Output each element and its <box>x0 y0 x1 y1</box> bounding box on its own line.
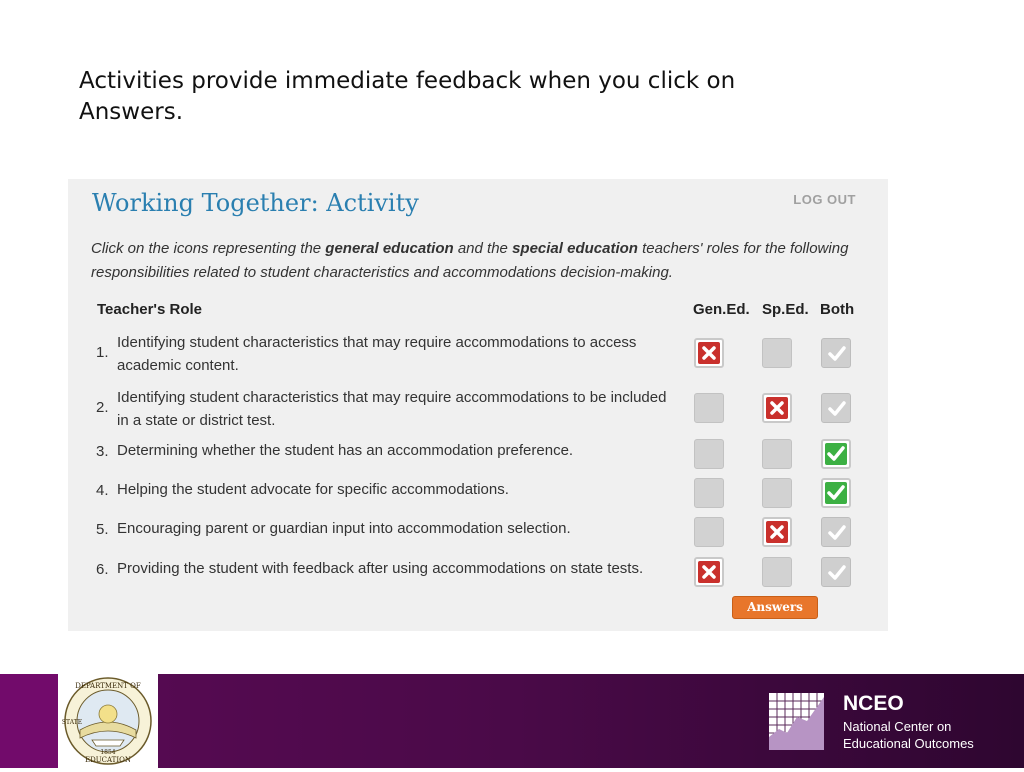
both-choice-button[interactable] <box>821 517 851 547</box>
incorrect-x-icon <box>698 561 720 583</box>
responsibility-row <box>68 386 888 436</box>
correct-check-icon <box>825 443 847 465</box>
state-education-seal <box>58 674 158 768</box>
seal-text-left: STATE <box>61 719 83 726</box>
nceo-logo-icon <box>769 693 824 750</box>
row-number: 1. <box>96 344 109 361</box>
header-both: Both <box>820 301 855 318</box>
answers-button[interactable]: Answers <box>732 596 818 619</box>
instructions-text-2: and the <box>453 240 513 257</box>
row-number: 6. <box>96 561 109 578</box>
slide-intro-text: Activities provide immediate feedback when you click on Answers. <box>79 68 736 125</box>
row-number: 3. <box>96 443 109 460</box>
responsibility-row <box>68 478 888 512</box>
instructions-bold-sped: special education <box>512 240 638 257</box>
row-number: 5. <box>96 521 109 538</box>
sped-choice-button[interactable] <box>762 439 792 469</box>
correct-check-icon <box>825 482 847 504</box>
gened-choice-button[interactable] <box>694 393 724 423</box>
nceo-subtitle-line1: National Center on <box>843 719 952 734</box>
sped-choice-button[interactable] <box>762 557 792 587</box>
logout-link[interactable]: LOG OUT <box>793 192 856 207</box>
both-choice-button[interactable] <box>821 338 851 368</box>
gened-choice-button[interactable] <box>694 478 724 508</box>
activity-panel <box>68 179 888 631</box>
header-sped: Sp.Ed. <box>762 301 809 318</box>
row-number: 4. <box>96 482 109 499</box>
sped-choice-button[interactable] <box>762 478 792 508</box>
responsibility-row <box>68 517 888 551</box>
incorrect-x-icon <box>766 397 788 419</box>
footer-accent-strip <box>0 674 58 768</box>
gened-choice-button[interactable] <box>694 557 724 587</box>
responsibility-row <box>68 439 888 473</box>
row-number: 2. <box>96 399 109 416</box>
sped-choice-button[interactable] <box>762 338 792 368</box>
instructions-bold-gened: general education <box>325 240 454 257</box>
seal-emblem-icon <box>58 674 158 768</box>
row-responsibility-text: Encouraging parent or guardian input into accommodation selection. <box>117 520 571 537</box>
responsibility-row <box>68 557 888 591</box>
both-choice-button[interactable] <box>821 478 851 508</box>
row-responsibility-text: Identifying student characteristics that may require accommodations to access academic content. <box>117 334 637 374</box>
gened-choice-button[interactable] <box>694 439 724 469</box>
instructions-text-1: Click on the icons representing the <box>91 240 326 257</box>
header-teachers-role: Teacher's Role <box>97 301 202 318</box>
both-choice-button[interactable] <box>821 393 851 423</box>
seal-text-top: DEPARTMENT OF <box>75 682 141 690</box>
both-choice-button[interactable] <box>821 557 851 587</box>
gened-choice-button[interactable] <box>694 338 724 368</box>
gened-choice-button[interactable] <box>694 517 724 547</box>
activity-instructions <box>91 237 851 285</box>
both-choice-button[interactable] <box>821 439 851 469</box>
header-gened: Gen.Ed. <box>693 301 750 318</box>
row-responsibility-text: Helping the student advocate for specific accommodations. <box>117 481 509 498</box>
incorrect-x-icon <box>698 342 720 364</box>
activity-title: Working Together: Activity <box>92 189 419 217</box>
incorrect-x-icon <box>766 521 788 543</box>
row-responsibility-text: Determining whether the student has an accommodation preference. <box>117 442 574 459</box>
nceo-subtitle-line2: Educational Outcomes <box>843 736 974 751</box>
seal-year: 1854 <box>100 749 116 756</box>
instructions-text-3: teachers' roles for the following responsibilities related to student characteristics and accommodations decision-making. <box>91 240 849 281</box>
sped-choice-button[interactable] <box>762 393 792 423</box>
row-responsibility-text: Identifying student characteristics that may require accommodations to be included in a state or district test. <box>117 389 667 429</box>
responsibility-row <box>68 331 888 381</box>
nceo-subtitle <box>843 718 974 752</box>
sped-choice-button[interactable] <box>762 517 792 547</box>
seal-text-bottom: EDUCATION <box>85 756 131 764</box>
nceo-name: NCEO <box>843 692 904 715</box>
row-responsibility-text: Providing the student with feedback after using accommodations on state tests. <box>117 560 644 577</box>
